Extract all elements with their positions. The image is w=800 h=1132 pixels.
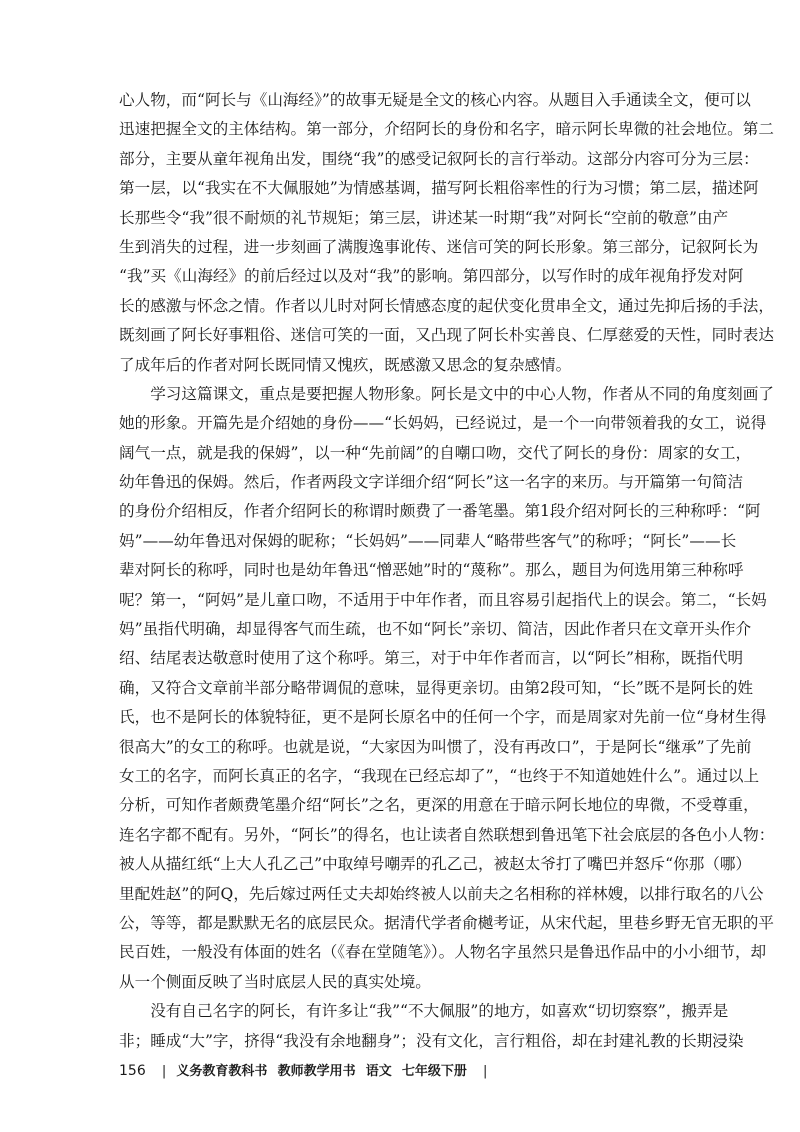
footer-separator: | — [161, 1064, 167, 1079]
text-line: 分析，可知作者颇费笔墨介绍“阿长”之名，更深的用意在于暗示阿长地位的卑微，不受尊重， — [119, 796, 759, 815]
text-line: 女工的名字，而阿长真正的名字，“我现在已经忘却了”，“也终于不知道她姓什么”。通过以上 — [119, 766, 760, 785]
text-line: 长的感激与怀念之情。作者以儿时对阿长情感态度的起伏变化贯串全文，通过先抑后扬的手法， — [119, 296, 774, 315]
text-line: 长那些令“我”很不耐烦的礼节规矩；第三层，讲述某一时期“我”对阿长“空前的敬意”由产 — [119, 208, 729, 227]
text-line: 绍、结尾表达敬意时使用了这个称呼。第三，对于中年作者而言，以“阿长”相称，既指代明 — [119, 649, 744, 668]
footer-separator-end: | — [483, 1064, 488, 1079]
text-line: 辈对阿长的称呼，同时也是幼年鲁迅“憎恶她”时的“蔑称”。那么，题目为何选用第三种称呼 — [119, 561, 744, 580]
text-line: 心人物，而“阿长与《山海经》”的故事无疑是全文的核心内容。从题目入手通读全文，便可以 — [119, 91, 751, 109]
text-line: 没有自己名字的阿长，有许多让“我”“不大佩服”的地方，如喜欢“切切察察”，搬弄是 — [119, 1002, 729, 1021]
paragraph-2 — [119, 380, 775, 997]
text-line: 学习这篇课文，重点是要把握人物形象。阿长是文中的中心人物，作者从不同的角度刻画了 — [119, 384, 774, 403]
text-line: 部分，主要从童年视角出发，围绕“我”的感受记叙阿长的言行举动。这部分内容可分为三层： — [119, 149, 759, 168]
body-text — [119, 86, 775, 1056]
text-line: 既刻画了阿长好事粗俗、迷信可笑的一面，又凸现了阿长朴实善良、仁厚慈爱的天性，同时表达 — [119, 326, 774, 345]
text-line: 从一个侧面反映了当时底层人民的真实处境。 — [119, 972, 431, 991]
paragraph-3 — [119, 997, 744, 1056]
text-line: 生到消失的过程，进一步刻画了满腹逸事讹传、迷信可笑的阿长形象。第三部分，记叙阿长为 — [119, 237, 759, 256]
footer-book-type: 教师教学用书 — [277, 1064, 356, 1079]
text-line: 连名字都不配有。另外，“阿长”的得名，也让读者自然联想到鲁迅笔下社会底层的各色小人物： — [119, 825, 775, 844]
text-line: 里配姓赵”的阿Q，先后嫁过两任丈夫却始终被人以前夫之名相称的祥林嫂，以排行取名的八公 — [119, 884, 764, 903]
page-number: 156 — [119, 1063, 146, 1079]
text-line: 非；睡成“大”字，挤得“我没有余地翻身”；没有文化，言行粗俗，却在封建礼教的长期浸染 — [119, 1031, 744, 1050]
text-line: 妈”——幼年鲁迅对保姆的昵称；“长妈妈”——同辈人“略带些客气”的称呼；“阿长”——长 — [119, 531, 737, 550]
text-line: 迅速把握全文的主体结构。第一部分，介绍阿长的身份和名字，暗示阿长卑微的社会地位。第二 — [119, 120, 774, 139]
text-line: 民百姓，一般没有体面的姓名（《春在堂随笔》）。人物名字虽然只是鲁迅作品中的小小细节，却 — [119, 943, 767, 962]
text-line: 确，又符合文章前半部分略带调侃的意味，显得更亲切。由第2段可知，“长”既不是阿长的姓 — [119, 678, 754, 697]
text-line: 很高大”的女工的称呼。也就是说，“大家因为叫惯了，没有再改口”，于是阿长“继承”了先前 — [119, 737, 752, 756]
text-line: 阔气一点，就是我的保姆”，以一种“先前阔”的自嘲口吻，交代了阿长的身份：周家的女工， — [119, 443, 752, 462]
text-line: “我”买《山海经》的前后经过以及对“我”的影响。第四部分，以写作时的成年视角抒发对阿 — [119, 267, 744, 286]
text-line: 幼年鲁迅的保姆。然后，作者两段文字详细介绍“阿长”这一名字的来历。与开篇第一句简洁 — [119, 473, 744, 492]
text-line: 公，等等，都是默默无名的底层民众。据清代学者俞樾考证，从宋代起，里巷乡野无官无职的平 — [119, 913, 774, 932]
text-line: 了成年后的作者对阿长既同情又愧疚，既感激又思念的复杂感情。 — [119, 355, 572, 374]
footer-grade: 七年级下册 — [401, 1064, 467, 1079]
text-line: 呢？第一，“阿妈”是儿童口吻，不适用于中年作者，而且容易引起指代上的误会。第二，“长妈 — [119, 590, 767, 609]
paragraph-1 — [119, 86, 774, 380]
text-line: 她的形象。开篇先是介绍她的身份——“长妈妈，已经说过，是一个一向带领着我的女工，说得 — [119, 414, 767, 433]
text-line: 氏，也不是阿长的体貌特征，更不是阿长原名中的任何一个字，而是周家对先前一位“身材生得 — [119, 708, 767, 727]
text-line: 妈”虽指代明确，却显得客气而生疏，也不如“阿长”亲切、简洁，因此作者只在文章开头作介 — [119, 620, 752, 639]
text-line: 第一层，以“我实在不大佩服她”为情感基调，描写阿长粗俗率性的行为习惯；第二层，描述阿 — [119, 179, 759, 198]
page-footer — [119, 1061, 493, 1081]
footer-series-title: 义务教育教科书 — [176, 1064, 268, 1079]
footer-subject: 语文 — [365, 1064, 392, 1079]
text-line: 被人从描红纸“上大人孔乙己”中取绰号嘲弄的孔乙己，被赵太爷打了嘴巴并怒斥“你那（哪） — [119, 855, 752, 874]
text-line: 的身份介绍相反，作者介绍阿长的称谓时颇费了一番笔墨。第1段介绍对阿长的三种称呼：“阿 — [119, 502, 761, 521]
